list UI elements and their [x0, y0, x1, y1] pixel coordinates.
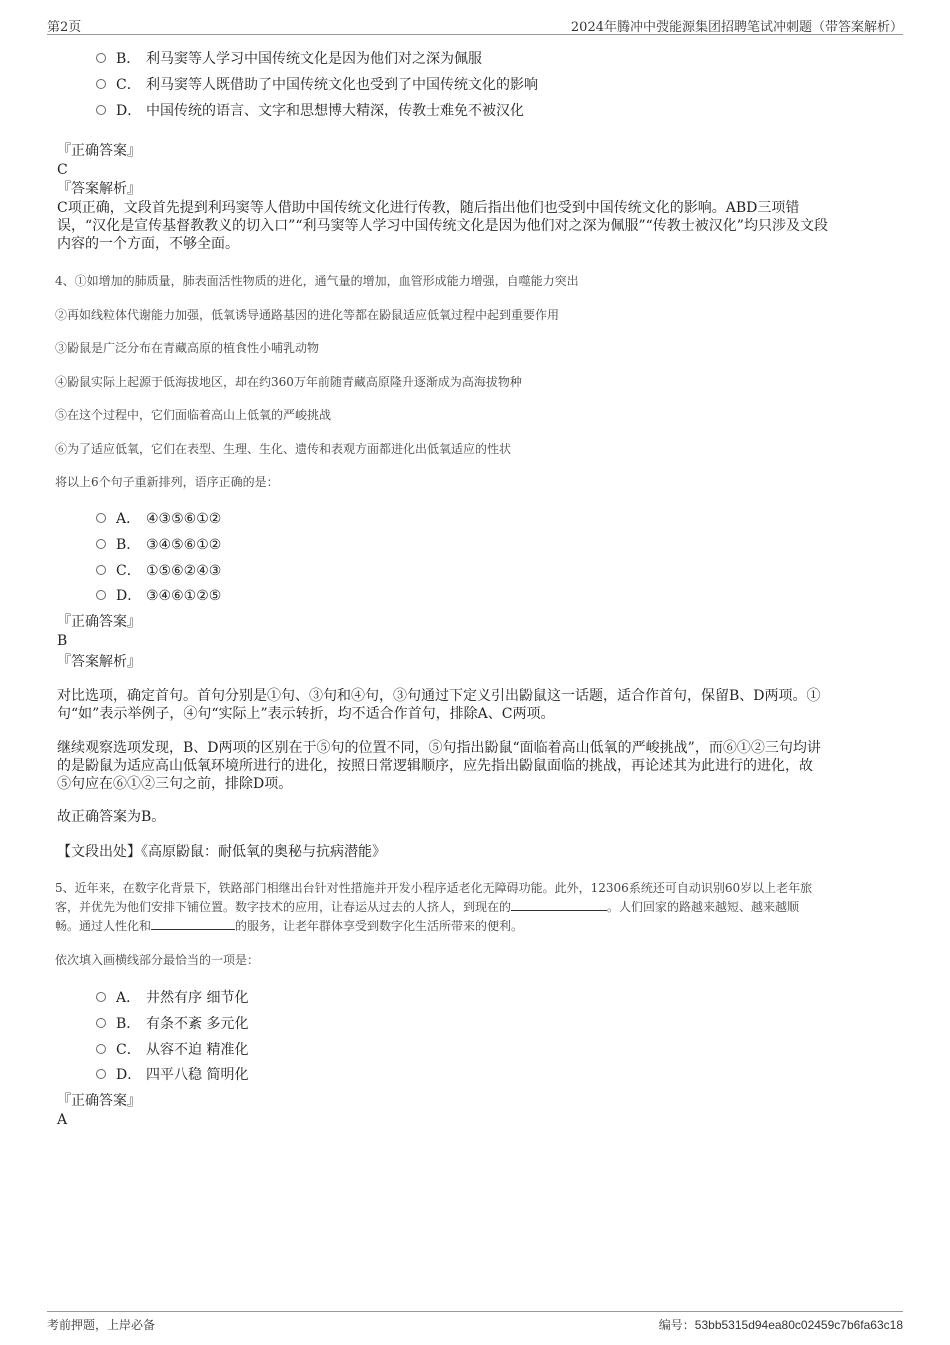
q5-prompt: 依次填入画横线部分最恰当的一项是： — [55, 953, 260, 967]
q3-option-b[interactable]: B． 利马窦等人学习中国传统文化是因为他们对之深为佩服 — [96, 48, 482, 68]
q4-option-c[interactable]: C． ①⑤⑥②④③ — [96, 560, 221, 580]
radio-icon[interactable] — [96, 992, 106, 1002]
radio-icon[interactable] — [96, 1018, 106, 1028]
radio-icon[interactable] — [96, 53, 106, 63]
document-code: 编号：53bb5315d94ea80c02459c7b6fa63c18 — [658, 1318, 903, 1332]
q4-option-b[interactable]: B． ③④⑤⑥①② — [96, 534, 221, 554]
footer-slogan: 考前押题，上岸必备 — [47, 1318, 156, 1332]
radio-icon[interactable] — [96, 565, 106, 575]
q4-option-a[interactable]: A． ④③⑤⑥①② — [96, 508, 221, 528]
q5-stem-line: 5、近年来，在数字化背景下，铁路部门相继出台针对性措施并开发小程序适老化无障碍功能。此外，12306系统还可自动识别60岁以上老年旅 — [55, 881, 813, 895]
page-header — [47, 14, 903, 35]
radio-icon[interactable] — [96, 1044, 106, 1054]
page-number: 第2页 — [47, 20, 82, 35]
q4-sentence: ⑥为了适应低氧，它们在表型、生理、生化、遗传和表观方面都进化出低氧适应的性状 — [55, 442, 512, 456]
q3-analysis-line: C项正确，文段首先提到利玛窦等人借助中国传统文化进行传教，随后指出他们也受到中国传统文化的影响。ABD三项错 — [57, 200, 800, 216]
radio-icon[interactable] — [96, 105, 106, 115]
q4-answer: B — [57, 633, 68, 649]
q4-prompt: 将以上6个句子重新排列，语序正确的是： — [55, 475, 279, 489]
q4-analysis-label: 『答案解析』 — [57, 654, 141, 670]
q5-option-b[interactable]: B． 有条不紊 多元化 — [96, 1013, 248, 1033]
q4-sentence: ⑤在这个过程中，它们面临着高山上低氧的严峻挑战 — [55, 408, 332, 422]
q4-source: 【文段出处】《高原鼢鼠：耐低氧的奥秘与抗病潜能》 — [57, 844, 386, 860]
q4-sentence: ②再如线粒体代谢能力加强，低氧诱导通路基因的进化等都在鼢鼠适应低氧过程中起到重要作用 — [55, 308, 560, 322]
q5-answer-label: 『正确答案』 — [57, 1093, 141, 1109]
q4-sentence: 4、①如增加的肺质量，肺表面活性物质的进化，通气量的增加，血管形成能力增强，自噬能力突出 — [55, 274, 579, 288]
q3-analysis-label: 『答案解析』 — [57, 181, 141, 197]
q3-analysis-line: 误，“汉化是宣传基督教教义的切入口”“利马窦等人学习中国传统文化是因为他们对之深为佩服”“传教士被汉化”均只涉及文段 — [57, 218, 828, 234]
radio-icon[interactable] — [96, 513, 106, 523]
q4-analysis-para1: 对比选项，确定首句。首句分别是①句、③句和④句，③句通过下定义引出鼢鼠这一话题，适合作首句，保留B、D两项。① 句“如”表示举例子，④句“实际上”表示转折，均不适合作首句，排除A、C两项。 — [57, 688, 821, 722]
q4-answer-label: 『正确答案』 — [57, 614, 141, 630]
q3-analysis-line: 内容的一个方面，不够全面。 — [57, 236, 239, 252]
q5-blank-2[interactable] — [151, 917, 235, 930]
q4-sentence: ④鼢鼠实际上起源于低海拔地区，却在约360万年前随青藏高原隆升逐渐成为高海拔物种 — [55, 375, 522, 389]
q3-option-d[interactable]: D． 中国传统的语言、文字和思想博大精深，传教士难免不被汉化 — [96, 100, 524, 120]
radio-icon[interactable] — [96, 539, 106, 549]
q4-analysis-para2: 继续观察选项发现，B、D两项的区别在于⑤句的位置不同，⑤句指出鼢鼠“面临着高山低氧的严峻挑战”，而⑥①②三句均讲 的是鼢鼠为适应高山低氧环境所进行的进化，按照日常逻辑顺序，应先指出鼢鼠面临的挑战，再论述其为此进行的进化，故 ⑤句应在⑥①②三句之前，排除D项。 — [57, 740, 821, 792]
q5-option-c[interactable]: C． 从容不迫 精准化 — [96, 1039, 248, 1059]
q5-option-d[interactable]: D． 四平八稳 简明化 — [96, 1064, 248, 1084]
q4-sentence: ③鼢鼠是广泛分布在青藏高原的植食性小哺乳动物 — [55, 341, 320, 355]
q5-stem-line: 畅。通过人性化和 的服务，让老年群体享受到数字化生活所带来的便利。 — [55, 919, 524, 933]
q3-answer: C — [57, 162, 68, 178]
q5-answer: A — [57, 1112, 68, 1128]
page-footer — [47, 1311, 903, 1336]
q5-blank-1[interactable] — [511, 898, 607, 911]
radio-icon[interactable] — [96, 79, 106, 89]
q3-option-c[interactable]: C． 利马窦等人既借助了中国传统文化也受到了中国传统文化的影响 — [96, 74, 538, 94]
radio-icon[interactable] — [96, 590, 106, 600]
q4-conclusion: 故正确答案为B。 — [57, 809, 166, 825]
q4-option-d[interactable]: D． ③④⑥①②⑤ — [96, 585, 221, 605]
radio-icon[interactable] — [96, 1069, 106, 1079]
q5-option-a[interactable]: A． 井然有序 细节化 — [96, 987, 248, 1007]
q3-answer-label: 『正确答案』 — [57, 143, 141, 159]
q5-stem-line: 客，并优先为他们安排下铺位置。数字技术的应用，让春运从过去的人挤人，到现在的 。人们回家的路越来越短、越来越顺 — [55, 900, 800, 914]
document-title: 2024年腾冲中弢能源集团招聘笔试冲刺题（带答案解析） — [570, 20, 903, 35]
